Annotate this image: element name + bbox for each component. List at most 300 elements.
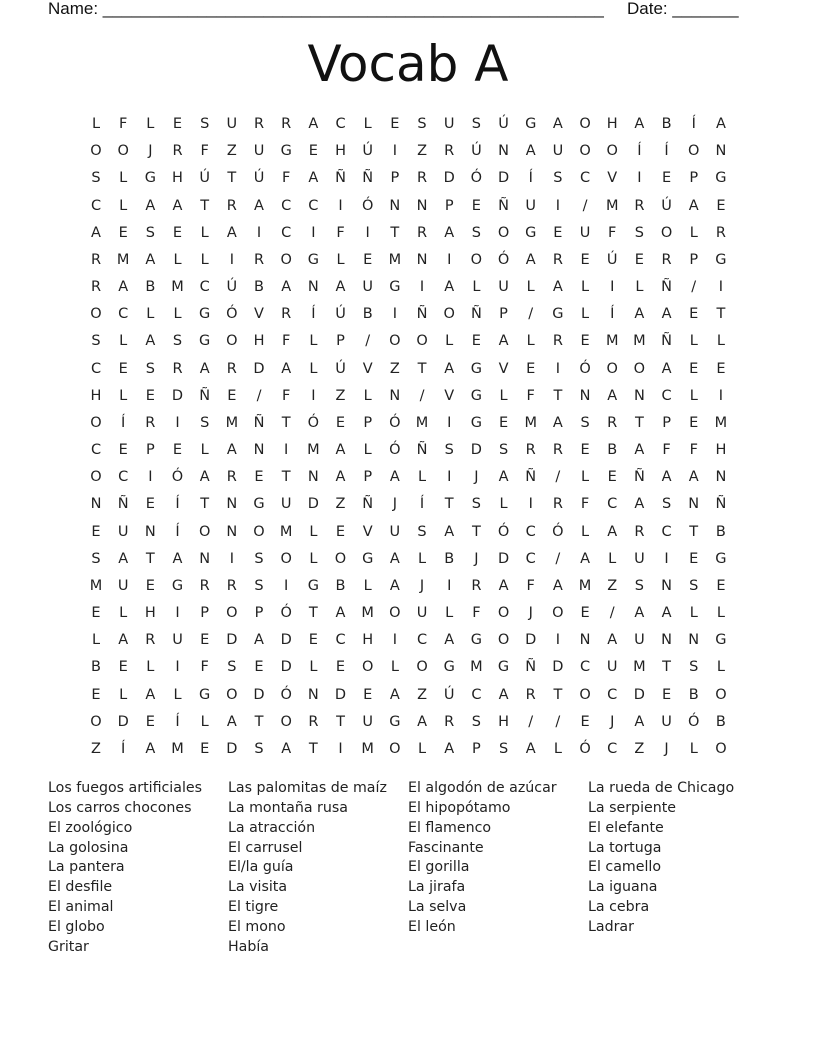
grid-letter[interactable]: L xyxy=(309,523,318,540)
grid-letter[interactable]: U xyxy=(498,279,509,296)
grid-letter[interactable]: L xyxy=(689,740,698,757)
grid-letter[interactable]: R xyxy=(90,251,102,268)
grid-letter[interactable]: S xyxy=(254,577,264,594)
grid-letter[interactable]: A xyxy=(661,306,672,323)
grid-letter[interactable]: A xyxy=(444,224,455,241)
grid-letter[interactable]: L xyxy=(689,605,698,622)
grid-letter[interactable]: E xyxy=(716,197,726,214)
grid-letter[interactable]: Ñ xyxy=(117,496,129,513)
grid-letter[interactable]: A xyxy=(552,116,563,132)
grid-letter[interactable]: O xyxy=(579,143,591,160)
grid-letter[interactable]: U xyxy=(362,713,373,730)
grid-letter[interactable]: Ñ xyxy=(362,170,374,187)
grid-letter[interactable]: A xyxy=(634,442,645,459)
grid-letter[interactable]: L xyxy=(146,116,155,132)
grid-letter[interactable]: R xyxy=(552,251,563,268)
grid-letter[interactable]: M xyxy=(171,279,184,296)
grid-letter[interactable]: Ó xyxy=(552,523,564,540)
grid-letter[interactable]: F xyxy=(580,496,590,513)
grid-letter[interactable]: S xyxy=(145,360,155,377)
grid-letter[interactable]: J xyxy=(419,577,425,594)
grid-letter[interactable]: R xyxy=(226,360,237,377)
grid-letter[interactable]: E xyxy=(200,632,210,649)
grid-letter[interactable]: R xyxy=(253,116,265,132)
grid-letter[interactable]: N xyxy=(307,686,319,703)
grid-letter[interactable]: Ú xyxy=(335,360,346,377)
grid-letter[interactable]: A xyxy=(661,469,672,486)
grid-letter[interactable]: L xyxy=(499,387,508,404)
grid-letter[interactable]: F xyxy=(689,442,698,459)
grid-letter[interactable]: J xyxy=(474,469,479,486)
grid-letter[interactable]: A xyxy=(335,279,346,296)
grid-letter[interactable]: Z xyxy=(335,387,346,404)
grid-letter[interactable]: L xyxy=(119,197,128,214)
grid-letter[interactable]: B xyxy=(362,306,373,323)
grid-letter[interactable]: A xyxy=(552,279,563,296)
grid-letter[interactable]: A xyxy=(607,387,618,404)
grid-letter[interactable]: Ñ xyxy=(661,333,672,350)
grid-letter[interactable]: L xyxy=(119,170,128,187)
grid-letter[interactable]: A xyxy=(444,523,455,540)
grid-letter[interactable]: M xyxy=(633,333,646,350)
grid-letter[interactable]: L xyxy=(390,659,399,676)
grid-letter[interactable]: / xyxy=(365,333,371,350)
grid-letter[interactable]: D xyxy=(497,550,510,567)
grid-letter[interactable]: A xyxy=(226,713,237,730)
grid-letter[interactable]: A xyxy=(335,469,346,486)
grid-letter[interactable]: I xyxy=(555,197,561,214)
grid-letter[interactable]: G xyxy=(199,333,211,350)
grid-letter[interactable]: Ñ xyxy=(470,306,482,323)
grid-letter[interactable]: O xyxy=(579,686,591,703)
grid-letter[interactable]: U xyxy=(552,143,564,160)
grid-letter[interactable]: O xyxy=(90,713,102,730)
grid-letter[interactable]: J xyxy=(392,496,397,513)
grid-letter[interactable]: I xyxy=(175,659,180,676)
grid-letter[interactable]: O xyxy=(497,605,510,622)
grid-letter[interactable]: A xyxy=(634,605,645,622)
grid-letter[interactable]: L xyxy=(363,577,372,594)
grid-letter[interactable]: Ñ xyxy=(335,170,346,187)
grid-letter[interactable]: E xyxy=(689,550,699,567)
grid-letter[interactable]: N xyxy=(688,496,700,513)
grid-letter[interactable]: / xyxy=(555,713,561,730)
grid-letter[interactable]: N xyxy=(498,143,509,160)
grid-letter[interactable]: I xyxy=(447,577,452,594)
grid-letter[interactable]: Í xyxy=(175,713,180,730)
grid-letter[interactable]: A xyxy=(172,197,183,214)
grid-letter[interactable]: S xyxy=(417,523,427,540)
grid-letter[interactable]: C xyxy=(607,740,618,757)
grid-letter[interactable]: B xyxy=(607,442,618,459)
grid-letter[interactable]: N xyxy=(307,279,319,296)
grid-letter[interactable]: R xyxy=(308,713,319,730)
grid-letter[interactable]: T xyxy=(281,469,291,486)
grid-letter[interactable]: C xyxy=(661,523,672,540)
grid-letter[interactable]: L xyxy=(200,713,209,730)
grid-letter[interactable]: Í xyxy=(175,523,180,540)
grid-letter[interactable]: C xyxy=(90,197,102,214)
grid-letter[interactable]: S xyxy=(200,414,210,431)
grid-letter[interactable]: T xyxy=(308,605,318,622)
grid-letter[interactable]: A xyxy=(145,251,156,268)
grid-letter[interactable]: T xyxy=(553,387,563,404)
grid-letter[interactable]: I xyxy=(311,387,316,404)
grid-letter[interactable]: D xyxy=(470,442,482,459)
grid-letter[interactable]: L xyxy=(200,251,209,268)
grid-letter[interactable]: C xyxy=(90,360,102,377)
grid-letter[interactable]: J xyxy=(664,740,669,757)
grid-letter[interactable]: A xyxy=(118,550,129,567)
grid-letter[interactable]: D xyxy=(226,632,238,649)
grid-letter[interactable]: L xyxy=(309,659,318,676)
grid-letter[interactable]: U xyxy=(389,523,401,540)
grid-letter[interactable]: A xyxy=(498,333,509,350)
grid-letter[interactable]: J xyxy=(610,713,615,730)
grid-letter[interactable]: A xyxy=(525,251,536,268)
grid-letter[interactable]: L xyxy=(309,550,318,567)
grid-letter[interactable]: E xyxy=(553,224,563,241)
grid-letter[interactable]: R xyxy=(444,713,455,730)
grid-letter[interactable]: E xyxy=(254,469,264,486)
grid-letter[interactable]: R xyxy=(661,251,672,268)
grid-letter[interactable]: Z xyxy=(417,686,427,703)
grid-letter[interactable]: E xyxy=(118,360,128,377)
grid-letter[interactable]: A xyxy=(607,632,618,649)
grid-letter[interactable]: L xyxy=(173,686,182,703)
grid-letter[interactable]: Z xyxy=(226,143,237,160)
grid-letter[interactable]: L xyxy=(119,605,128,622)
date-field[interactable]: Date: _______ xyxy=(627,0,739,18)
grid-letter[interactable]: U xyxy=(117,523,129,540)
grid-letter[interactable]: A xyxy=(389,577,400,594)
grid-letter[interactable]: A xyxy=(634,116,645,132)
grid-letter[interactable]: I xyxy=(284,577,289,594)
grid-letter[interactable]: H xyxy=(253,333,265,350)
grid-letter[interactable]: O xyxy=(280,251,292,268)
grid-letter[interactable]: / xyxy=(609,605,615,622)
grid-letter[interactable]: S xyxy=(172,333,183,350)
grid-letter[interactable]: Ñ xyxy=(525,469,537,486)
grid-letter[interactable]: E xyxy=(363,686,373,703)
grid-letter[interactable]: A xyxy=(308,116,319,132)
grid-letter[interactable]: M xyxy=(279,523,293,540)
grid-letter[interactable]: S xyxy=(661,496,672,513)
grid-letter[interactable]: Ú xyxy=(253,170,265,187)
grid-letter[interactable]: E xyxy=(580,442,590,459)
grid-letter[interactable]: E xyxy=(607,469,617,486)
grid-letter[interactable]: C xyxy=(335,632,346,649)
grid-letter[interactable]: P xyxy=(444,197,454,214)
grid-letter[interactable]: T xyxy=(281,414,291,431)
grid-letter[interactable]: L xyxy=(716,659,725,676)
grid-letter[interactable]: B xyxy=(661,116,672,132)
grid-letter[interactable]: E xyxy=(145,713,155,730)
grid-letter[interactable]: H xyxy=(498,713,509,730)
grid-letter[interactable]: I xyxy=(392,306,397,323)
grid-letter[interactable]: L xyxy=(689,224,698,241)
grid-letter[interactable]: A xyxy=(498,577,509,594)
grid-letter[interactable]: I xyxy=(229,550,234,567)
grid-letter[interactable]: R xyxy=(145,632,156,649)
grid-letter[interactable]: T xyxy=(553,686,563,703)
grid-letter[interactable]: F xyxy=(200,659,209,676)
grid-letter[interactable]: L xyxy=(200,442,209,459)
grid-letter[interactable]: N xyxy=(226,523,238,540)
grid-letter[interactable]: L xyxy=(581,279,590,296)
grid-letter[interactable]: R xyxy=(552,442,563,459)
grid-letter[interactable]: O xyxy=(497,632,510,649)
grid-letter[interactable]: V xyxy=(254,306,264,323)
grid-letter[interactable]: M xyxy=(605,197,619,214)
grid-letter[interactable]: I xyxy=(229,251,234,268)
grid-letter[interactable]: S xyxy=(417,116,427,132)
grid-letter[interactable]: Í xyxy=(691,116,696,132)
grid-letter[interactable]: Í xyxy=(311,306,316,323)
grid-letter[interactable]: L xyxy=(716,605,725,622)
grid-letter[interactable]: T xyxy=(417,360,427,377)
grid-letter[interactable]: E xyxy=(308,632,318,649)
grid-letter[interactable]: T xyxy=(145,550,155,567)
grid-letter[interactable]: L xyxy=(445,333,454,350)
grid-letter[interactable]: G xyxy=(715,632,727,649)
grid-letter[interactable]: S xyxy=(634,224,644,241)
grid-letter[interactable]: L xyxy=(581,469,590,486)
grid-letter[interactable]: E xyxy=(580,713,590,730)
grid-letter[interactable]: Z xyxy=(417,143,427,160)
grid-letter[interactable]: U xyxy=(362,279,373,296)
grid-letter[interactable]: R xyxy=(416,170,428,187)
grid-letter[interactable]: M xyxy=(470,659,483,676)
grid-letter[interactable]: N xyxy=(226,496,238,513)
grid-letter[interactable]: A xyxy=(607,523,618,540)
grid-letter[interactable]: Í xyxy=(528,170,533,187)
grid-letter[interactable]: N xyxy=(253,442,265,459)
grid-letter[interactable]: D xyxy=(253,686,265,703)
grid-letter[interactable]: L xyxy=(363,387,372,404)
grid-letter[interactable]: L xyxy=(173,251,182,268)
grid-letter[interactable]: Ñ xyxy=(498,197,509,214)
grid-letter[interactable]: G xyxy=(552,306,564,323)
grid-letter[interactable]: L xyxy=(200,224,209,241)
grid-letter[interactable]: E xyxy=(91,686,101,703)
grid-letter[interactable]: D xyxy=(280,659,292,676)
grid-letter[interactable]: U xyxy=(280,496,292,513)
grid-letter[interactable]: R xyxy=(525,442,536,459)
grid-letter[interactable]: N xyxy=(661,577,672,594)
grid-letter[interactable]: F xyxy=(526,577,535,594)
grid-letter[interactable]: P xyxy=(200,605,210,622)
grid-letter[interactable]: E xyxy=(335,523,346,540)
grid-letter[interactable]: D xyxy=(171,387,184,404)
grid-letter[interactable]: H xyxy=(335,143,346,160)
grid-letter[interactable]: L xyxy=(581,306,590,323)
grid-letter[interactable]: D xyxy=(443,170,455,187)
grid-letter[interactable]: A xyxy=(525,740,536,757)
grid-letter[interactable]: Z xyxy=(607,577,618,594)
grid-letter[interactable]: R xyxy=(525,686,536,703)
grid-letter[interactable]: F xyxy=(200,143,209,160)
grid-letter[interactable]: A xyxy=(281,740,292,757)
grid-letter[interactable]: C xyxy=(199,279,210,296)
grid-letter[interactable]: A xyxy=(634,496,645,513)
grid-letter[interactable]: U xyxy=(253,143,265,160)
grid-letter[interactable]: O xyxy=(715,686,727,703)
grid-letter[interactable]: A xyxy=(118,632,129,649)
grid-letter[interactable]: U xyxy=(634,550,645,567)
grid-letter[interactable]: C xyxy=(281,224,292,241)
grid-letter[interactable]: Ú xyxy=(362,143,373,160)
grid-letter[interactable]: O xyxy=(389,333,401,350)
grid-letter[interactable]: N xyxy=(389,197,401,214)
grid-letter[interactable]: U xyxy=(606,659,618,676)
grid-letter[interactable]: T xyxy=(662,659,671,676)
grid-letter[interactable]: T xyxy=(689,523,699,540)
grid-letter[interactable]: O xyxy=(443,306,455,323)
grid-letter[interactable]: L xyxy=(119,387,128,404)
grid-letter[interactable]: R xyxy=(471,577,482,594)
grid-letter[interactable]: Í xyxy=(121,740,126,757)
grid-letter[interactable]: A xyxy=(335,605,346,622)
grid-letter[interactable]: N xyxy=(144,523,156,540)
grid-letter[interactable]: M xyxy=(415,414,429,431)
grid-letter[interactable]: I xyxy=(365,224,370,241)
grid-letter[interactable]: M xyxy=(225,414,239,431)
grid-letter[interactable]: P xyxy=(390,170,400,187)
grid-letter[interactable]: L xyxy=(146,659,155,676)
grid-letter[interactable]: A xyxy=(226,442,237,459)
grid-letter[interactable]: I xyxy=(555,360,561,377)
grid-letter[interactable]: A xyxy=(389,469,400,486)
grid-letter[interactable]: T xyxy=(444,496,454,513)
grid-letter[interactable]: O xyxy=(90,306,102,323)
grid-letter[interactable]: I xyxy=(528,496,533,513)
grid-letter[interactable]: Í xyxy=(419,496,425,513)
grid-letter[interactable]: Ñ xyxy=(661,279,672,296)
grid-letter[interactable]: A xyxy=(444,279,455,296)
grid-letter[interactable]: R xyxy=(715,224,726,241)
grid-letter[interactable]: M xyxy=(89,577,103,594)
grid-letter[interactable]: O xyxy=(606,143,618,160)
grid-letter[interactable]: I xyxy=(610,279,615,296)
grid-letter[interactable]: E xyxy=(227,387,237,404)
grid-letter[interactable]: A xyxy=(172,550,183,567)
grid-letter[interactable]: H xyxy=(172,170,183,187)
grid-letter[interactable]: A xyxy=(335,442,346,459)
grid-letter[interactable]: O xyxy=(552,605,564,622)
grid-letter[interactable]: T xyxy=(336,713,345,730)
grid-letter[interactable]: S xyxy=(689,577,699,594)
grid-letter[interactable]: A xyxy=(254,632,264,649)
grid-letter[interactable]: U xyxy=(634,632,645,649)
grid-letter[interactable]: E xyxy=(172,224,183,241)
grid-letter[interactable]: F xyxy=(472,605,481,622)
grid-letter[interactable]: S xyxy=(91,550,101,567)
grid-letter[interactable]: C xyxy=(607,686,618,703)
grid-letter[interactable]: F xyxy=(336,224,345,241)
grid-letter[interactable]: S xyxy=(471,496,481,513)
grid-letter[interactable]: Í xyxy=(175,496,180,513)
grid-letter[interactable]: R xyxy=(145,414,156,431)
grid-letter[interactable]: U xyxy=(416,605,428,622)
grid-letter[interactable]: Ó xyxy=(497,251,510,268)
grid-letter[interactable]: G xyxy=(144,170,156,187)
grid-letter[interactable]: Ó xyxy=(171,469,184,486)
grid-letter[interactable]: I xyxy=(284,442,289,459)
grid-letter[interactable]: M xyxy=(361,740,374,757)
grid-letter[interactable]: B xyxy=(688,686,699,703)
grid-letter[interactable]: U xyxy=(117,577,129,594)
grid-letter[interactable]: A xyxy=(145,686,156,703)
grid-letter[interactable]: T xyxy=(308,740,318,757)
grid-letter[interactable]: Z xyxy=(335,496,346,513)
grid-letter[interactable]: I xyxy=(338,197,343,214)
grid-letter[interactable]: L xyxy=(363,116,372,132)
grid-letter[interactable]: D xyxy=(552,659,564,676)
grid-letter[interactable]: O xyxy=(416,333,428,350)
grid-letter[interactable]: F xyxy=(118,116,128,132)
grid-letter[interactable]: N xyxy=(199,550,211,567)
grid-letter[interactable]: E xyxy=(145,496,155,513)
grid-letter[interactable]: E xyxy=(716,360,726,377)
grid-letter[interactable]: L xyxy=(553,740,562,757)
grid-letter[interactable]: L xyxy=(581,523,590,540)
grid-letter[interactable]: G xyxy=(389,279,401,296)
grid-letter[interactable]: A xyxy=(226,224,237,241)
grid-letter[interactable]: O xyxy=(280,550,292,567)
grid-letter[interactable]: C xyxy=(607,496,618,513)
grid-letter[interactable]: / xyxy=(256,387,262,404)
grid-letter[interactable]: Ó xyxy=(226,306,238,323)
grid-letter[interactable]: N xyxy=(579,632,591,649)
grid-letter[interactable]: B xyxy=(715,713,726,730)
grid-letter[interactable]: E xyxy=(580,251,590,268)
grid-letter[interactable]: A xyxy=(688,197,699,214)
grid-letter[interactable]: C xyxy=(118,306,129,323)
grid-letter[interactable]: E xyxy=(118,659,128,676)
grid-letter[interactable]: T xyxy=(200,197,210,214)
grid-letter[interactable]: O xyxy=(660,224,673,241)
grid-letter[interactable]: O xyxy=(688,143,700,160)
grid-letter[interactable]: L xyxy=(417,469,427,486)
grid-letter[interactable]: / xyxy=(582,197,588,214)
grid-letter[interactable]: N xyxy=(715,469,727,486)
grid-letter[interactable]: F xyxy=(526,387,535,404)
grid-letter[interactable]: G xyxy=(715,170,727,187)
grid-letter[interactable]: P xyxy=(499,306,508,323)
grid-letter[interactable]: C xyxy=(308,197,319,214)
grid-letter[interactable]: E xyxy=(471,197,481,214)
grid-letter[interactable]: N xyxy=(307,469,319,486)
grid-letter[interactable]: A xyxy=(444,360,455,377)
grid-letter[interactable]: S xyxy=(553,170,563,187)
grid-letter[interactable]: V xyxy=(362,523,373,540)
grid-letter[interactable]: L xyxy=(309,333,318,350)
grid-letter[interactable]: G xyxy=(525,224,537,241)
grid-letter[interactable]: F xyxy=(662,442,671,459)
grid-letter[interactable]: V xyxy=(362,360,373,377)
grid-letter[interactable]: I xyxy=(447,414,452,431)
grid-letter[interactable]: D xyxy=(253,360,265,377)
grid-letter[interactable]: C xyxy=(118,469,129,486)
grid-letter[interactable]: Ó xyxy=(688,713,700,730)
grid-letter[interactable]: L xyxy=(526,333,535,350)
grid-letter[interactable]: G xyxy=(199,686,211,703)
grid-letter[interactable]: L xyxy=(363,442,372,459)
grid-letter[interactable]: T xyxy=(390,224,400,241)
grid-letter[interactable]: E xyxy=(172,116,183,132)
grid-letter[interactable]: C xyxy=(525,550,536,567)
